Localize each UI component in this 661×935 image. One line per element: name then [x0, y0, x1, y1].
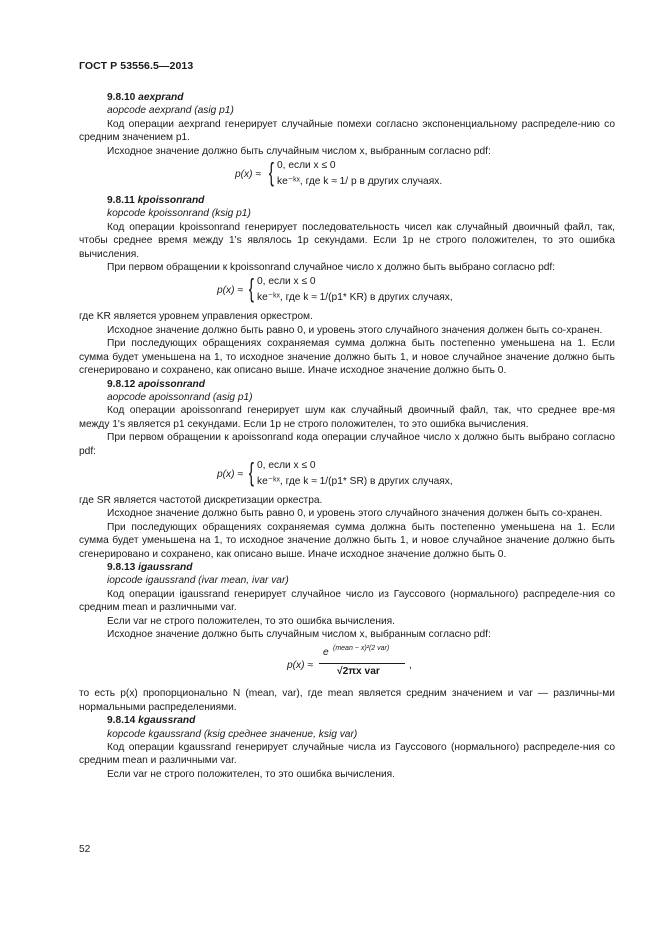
formula-kpoissonrand [79, 274, 615, 310]
formula-lhs: p(x) ≈ [217, 468, 243, 480]
formula-lhs: p(x) ≈ [235, 169, 261, 181]
section-number: 9.8.14 [107, 715, 139, 727]
paragraph: Исходное значение должно быть случайным числом x, выбранным согласно pdf: [107, 629, 491, 640]
opcode-signature: aopcode aexprand (asig p1) [107, 105, 234, 117]
opcode-signature: aopcode apoissonrand (asig p1) [107, 391, 253, 403]
formula-lhs: p(x) ≈ [287, 660, 313, 672]
paragraph: Если var не строго положителен, то это ошибка вычисления. [107, 615, 395, 627]
paragraph: где KR является уровнем управления оркестром. [79, 311, 313, 323]
paragraph: При последующих обращениях сохраняемая сумма должна быть постепенно уменьшена на 1. Если сумма будет уменьшена на 1, то исходное значение должно быть 1, и новое случайное значение должно быть сгенерировано и сохранено, как описано выше. Иначе исходное значение должно быть 0. [79, 338, 615, 377]
formula-fraction-bar [319, 663, 405, 664]
section-number: 9.8.13 [107, 561, 139, 573]
paragraph: Исходное значение должно быть равно 0, и уровень этого случайного значения должен быть со-хранен. [107, 508, 603, 520]
paragraph: Исходное значение должно быть равно 0, и уровень этого случайного значения должен быть со-хранен. [107, 324, 603, 336]
formula-case-1: 0, если x ≤ 0 [257, 276, 316, 288]
document-body [79, 91, 615, 781]
formula-denominator: √2πx var [337, 666, 380, 678]
formula-case-1: 0, если x ≤ 0 [277, 160, 336, 172]
section-title: kgaussrand [138, 715, 196, 727]
paragraph: При первом обращении к kpoissonrand случайное число x должно быть выбрано согласно pdf: [107, 262, 556, 274]
document-header: ГОСТ Р 53556.5—2013 [79, 60, 194, 72]
paragraph: Код операции aexprand генерирует случайные помехи согласно экспоненциальному распределе-нию со средним значением p1. [79, 118, 615, 144]
paragraph: Если var не строго положителен, то это ошибка вычисления. [107, 768, 395, 780]
paragraph: Код операции kpoissonrand генерирует последовательность чисел как случайный двоичный файл, так, чтобы среднее время между 1's являлось 1p секундами. Если 1p не строго положителен, то это ошибка вычисления. [79, 221, 615, 260]
paragraph: Код операции kgaussrand генерирует случайные числа из Гауссового (нормального) распределе-ния со средним mean и различными var. [79, 742, 615, 767]
paragraph: где SR является частотой дискретизации оркестра. [79, 494, 323, 506]
section-heading-kpoissonrand [79, 194, 615, 207]
formula-igaussrand [79, 641, 615, 687]
page-number: 52 [79, 844, 91, 855]
formula-case-2: ke⁻ᵏˣ, где k ≈ 1/(p1* SR) в других случаях, [257, 475, 453, 487]
formula-brace: { [248, 273, 254, 304]
formula-brace: { [248, 456, 254, 487]
opcode-signature: kopcode kgaussrand (ksig среднее значение, ksig var) [107, 728, 358, 740]
opcode-signature: iopcode igaussrand (ivar mean, ivar var) [107, 575, 289, 587]
formula-numerator-base: e [323, 647, 329, 659]
section-heading-apoissonrand [79, 378, 615, 391]
section-title: apoissonrand [138, 378, 205, 390]
formula-case-2: ke⁻ᵏˣ, где k ≈ 1/ p в других случаях. [277, 176, 443, 188]
formula-brace: { [268, 157, 274, 188]
section-heading-igaussrand [79, 561, 615, 574]
section-heading-kgaussrand [79, 714, 615, 727]
formula-aexprand [79, 158, 615, 194]
paragraph: Код операции apoissonrand генерирует шум как случайный двоичный файл, так, что среднее вре-мя между 1's является p1 секундами. Если 1p не строго положителен, то это ошибка вычисления. [79, 405, 615, 430]
section-number: 9.8.12 [107, 378, 139, 390]
section-heading-aexprand [79, 91, 615, 104]
paragraph: Исходное значение должно быть случайным числом x, выбранным согласно pdf: [107, 145, 491, 157]
formula-numerator-exponent: (mean − x)²(2 var) [333, 645, 390, 653]
section-number: 9.8.11 [107, 195, 138, 207]
section-title: igaussrand [138, 561, 193, 573]
formula-lhs: p(x) ≈ [217, 285, 243, 297]
paragraph: При первом обращении к apoissonrand кода операции случайное число x должно быть выбрано согласно pdf: [79, 432, 615, 457]
section-title: aexprand [138, 92, 184, 103]
formula-tail: , [409, 660, 412, 672]
formula-apoissonrand [79, 458, 615, 494]
formula-case-2: ke⁻ᵏˣ, где k ≈ 1/(p1* KR) в других случаях, [257, 292, 453, 304]
formula-case-1: 0, если x ≤ 0 [257, 459, 316, 471]
paragraph: Код операции igaussrand генерирует случайное число из Гауссового (нормального) распределе-ния со средним mean и различными var. [79, 588, 615, 614]
section-number: 9.8.10 [107, 92, 139, 103]
opcode-signature: kopcode kpoissonrand (ksig p1) [107, 208, 251, 220]
section-title: kpoissonrand [137, 195, 205, 207]
paragraph: то есть p(x) пропорционально N (mean, var), где mean является средним значением и var — различны-ми нормальными распределениями. [79, 688, 615, 713]
paragraph: При последующих обращениях сохраняемая сумма должна быть постепенно уменьшена на 1. Если сумма будет уменьшена на 1, то исходное значение должно быть 1, и новое случайное значение должно быть сгенерировано и сохранено, как описано выше. Иначе исходное значение должно быть 0. [79, 521, 615, 560]
